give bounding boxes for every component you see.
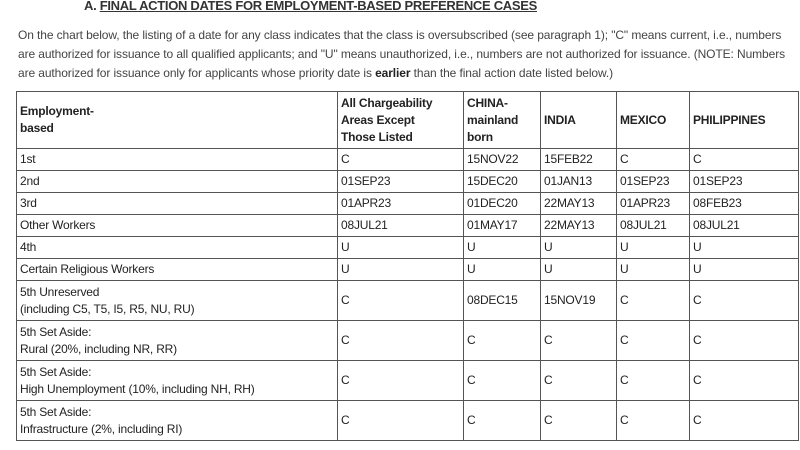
date-cell: C	[541, 361, 617, 401]
date-cell: 01SEP23	[338, 171, 464, 193]
date-cell: 08JUL21	[338, 215, 464, 237]
category-cell	[17, 193, 338, 215]
date-cell: U	[338, 259, 464, 281]
column-header-line: CHINA-	[467, 95, 508, 110]
table-header-row	[17, 92, 799, 149]
column-header-line: MEXICO	[620, 112, 667, 127]
column-header-line: PHILIPPINES	[693, 112, 766, 127]
table-row	[17, 401, 799, 441]
date-cell: 01MAY17	[464, 215, 541, 237]
section-title: FINAL ACTION DATES FOR EMPLOYMENT-BASED PREFERENCE CASES	[99, 0, 537, 13]
table-row	[17, 149, 799, 171]
category-cell	[17, 401, 338, 441]
date-cell: C	[690, 149, 799, 171]
category-cell	[17, 149, 338, 171]
category-label: High Unemployment (10%, including NH, RH)	[20, 381, 255, 396]
table-row	[17, 193, 799, 215]
column-header	[338, 92, 464, 149]
category-cell	[17, 215, 338, 237]
table-row	[17, 215, 799, 237]
category-label: Rural (20%, including NR, RR)	[20, 341, 177, 356]
date-cell: 15FEB22	[541, 149, 617, 171]
intro-text-part2: than the final action date listed below.)	[410, 66, 614, 80]
column-header	[464, 92, 541, 149]
date-cell: C	[464, 401, 541, 441]
date-cell: C	[617, 321, 690, 361]
column-header	[690, 92, 799, 149]
column-header	[541, 92, 617, 149]
date-cell: C	[338, 149, 464, 171]
date-cell: 08FEB23	[690, 193, 799, 215]
date-cell: C	[338, 361, 464, 401]
column-header-line: Those Listed	[341, 129, 413, 144]
date-cell: 22MAY13	[541, 215, 617, 237]
category-cell	[17, 281, 338, 321]
date-cell: C	[690, 401, 799, 441]
category-cell	[17, 237, 338, 259]
date-cell: C	[338, 401, 464, 441]
date-cell: U	[338, 237, 464, 259]
date-cell: 01SEP23	[617, 171, 690, 193]
column-header-line: born	[467, 129, 493, 144]
category-cell	[17, 321, 338, 361]
category-label: 5th Set Aside:	[20, 404, 92, 419]
category-label: 3rd	[20, 196, 37, 210]
category-label: 4th	[20, 240, 37, 254]
date-cell: C	[338, 321, 464, 361]
category-cell	[17, 361, 338, 401]
table-row	[17, 281, 799, 321]
date-cell: 08JUL21	[690, 215, 799, 237]
table-row	[17, 321, 799, 361]
table-body	[17, 149, 799, 441]
category-label: 2nd	[20, 174, 40, 188]
date-cell: C	[464, 361, 541, 401]
date-cell: 08JUL21	[617, 215, 690, 237]
date-cell: 01APR23	[617, 193, 690, 215]
date-cell: C	[690, 361, 799, 401]
column-header-line: mainland	[467, 112, 519, 127]
date-cell: 01SEP23	[690, 171, 799, 193]
column-header-line: INDIA	[544, 112, 576, 127]
date-cell: U	[541, 237, 617, 259]
column-header-line: Areas Except	[341, 112, 415, 127]
date-cell: 01APR23	[338, 193, 464, 215]
date-cell: C	[617, 361, 690, 401]
category-label: 5th Set Aside:	[20, 324, 92, 339]
date-cell: 01DEC20	[464, 193, 541, 215]
table-row	[17, 259, 799, 281]
date-cell: U	[617, 259, 690, 281]
section-heading	[84, 0, 537, 13]
category-label: 5th Unreserved	[20, 284, 100, 299]
category-cell	[17, 171, 338, 193]
date-cell: C	[690, 321, 799, 361]
date-cell: C	[464, 321, 541, 361]
column-header-line: Employment-	[20, 104, 94, 118]
date-cell: C	[617, 281, 690, 321]
category-label: 1st	[20, 152, 36, 166]
date-cell: C	[617, 401, 690, 441]
date-cell: U	[690, 259, 799, 281]
date-cell: U	[690, 237, 799, 259]
category-label: Infrastructure (2%, including RI)	[20, 421, 183, 436]
date-cell: 15NOV19	[541, 281, 617, 321]
date-cell: 15DEC20	[464, 171, 541, 193]
date-cell: 15NOV22	[464, 149, 541, 171]
date-cell: 01JAN13	[541, 171, 617, 193]
date-cell: C	[541, 321, 617, 361]
category-label: Other Workers	[20, 218, 96, 232]
date-cell: U	[464, 237, 541, 259]
table-row	[17, 237, 799, 259]
date-cell: 22MAY13	[541, 193, 617, 215]
date-cell: U	[541, 259, 617, 281]
section-letter: A.	[84, 0, 97, 13]
date-cell: C	[541, 401, 617, 441]
table-row	[17, 171, 799, 193]
column-header-line: All Chargeability	[341, 95, 433, 110]
intro-paragraph	[18, 26, 792, 83]
column-header-line: based	[20, 121, 54, 135]
category-label: Certain Religious Workers	[20, 262, 155, 276]
column-header	[617, 92, 690, 149]
date-cell: U	[617, 237, 690, 259]
final-action-dates-table	[16, 91, 799, 441]
category-label: (including C5, T5, I5, R5, NU, RU)	[20, 301, 195, 316]
date-cell: 08DEC15	[464, 281, 541, 321]
date-cell: C	[338, 281, 464, 321]
date-cell: C	[617, 149, 690, 171]
intro-emphasis: earlier	[375, 66, 411, 80]
date-cell: C	[690, 281, 799, 321]
intro-text-part1: On the chart below, the listing of a date for any class indicates that the class is oversubscribed (see paragraph 1); "C" means current, i.e., numbers are authorized for issuance to all qualified applicants; and "U" means unauthorized, i.e., numbers are not authorized for issuance. (NOTE: Numbers are authorized for issuance only for applicants whose priority date is	[18, 28, 785, 80]
category-cell	[17, 259, 338, 281]
column-header	[17, 92, 338, 149]
category-label: 5th Set Aside:	[20, 364, 92, 379]
table-row	[17, 361, 799, 401]
date-cell: U	[464, 259, 541, 281]
